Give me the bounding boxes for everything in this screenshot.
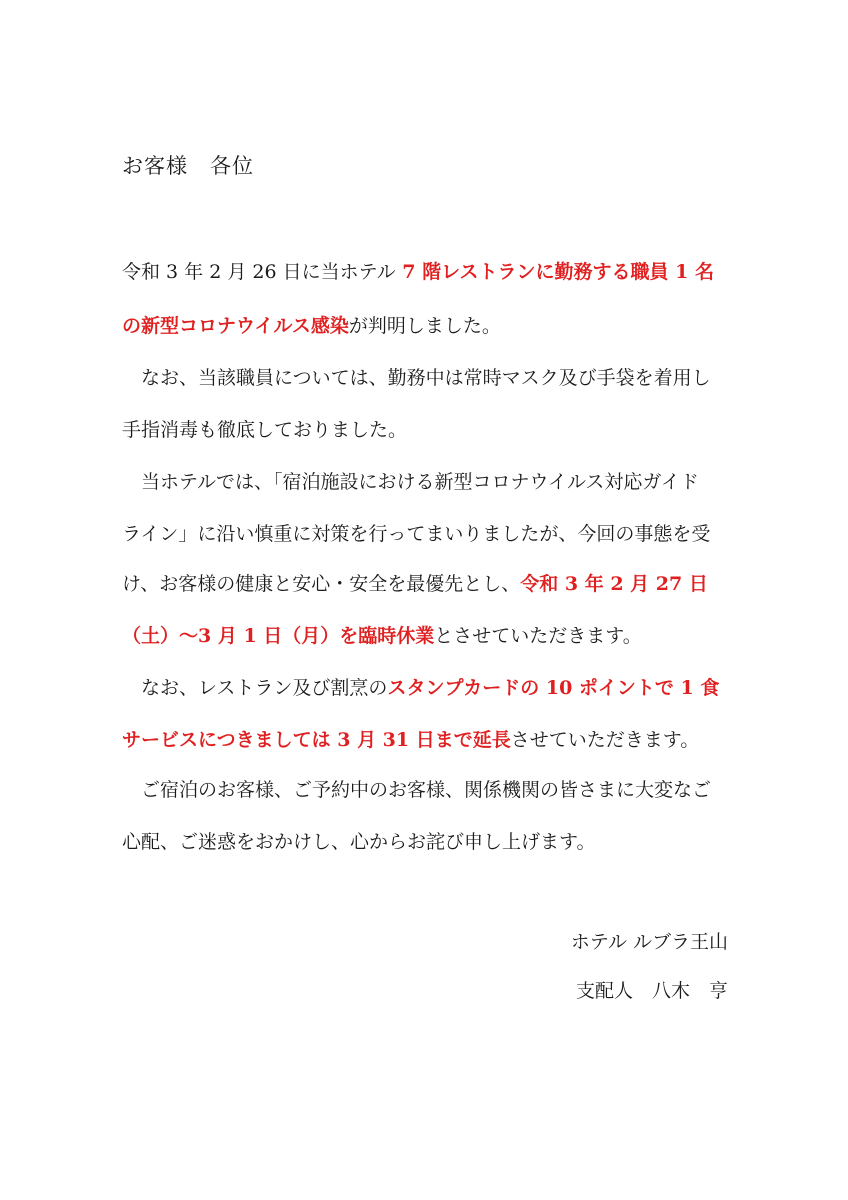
- body-text: 令和 3 年 2 月 26 日に当ホテル: [122, 261, 396, 283]
- body-text: なお、レストラン及び割烹の: [122, 677, 388, 699]
- body-line: [122, 468, 728, 496]
- body-line: [122, 312, 728, 340]
- emphasized-text: の新型コロナウイルス感染: [122, 315, 349, 337]
- body-line: [122, 570, 728, 598]
- body-text: ライン」に沿い慎重に対策を行ってまいりましたが、今回の事態を受: [122, 523, 711, 545]
- body-line: [122, 726, 728, 754]
- body-text: させていただきます。: [510, 729, 700, 751]
- body-text: が判明しました。: [348, 315, 501, 337]
- salutation: お客様 各位: [122, 154, 254, 178]
- emphasized-text: スタンプカードの 10 ポイントで 1 食: [387, 677, 720, 699]
- body-text: 手指消毒も徹底しておりました。: [122, 419, 408, 441]
- body-text: 心配、ご迷惑をおかけし、心からお詫び申し上げます。: [122, 831, 596, 853]
- body-text: 当ホテルでは、「宿泊施設における新型コロナウイルス対応ガイド: [122, 471, 699, 493]
- body-line: [122, 622, 728, 650]
- emphasized-text: 令和 3 年 2 月 27 日: [520, 573, 708, 595]
- signature-manager: 支配人 八木 亨: [575, 980, 728, 1002]
- body-text: なお、当該職員については、勤務中は常時マスク及び手袋を着用し: [122, 367, 711, 389]
- body-text: ご宿泊のお客様、ご予約中のお客様、関係機関の皆さまに大変なご: [122, 779, 712, 801]
- emphasized-text: サービスにつきましては 3 月 31 日まで延長: [122, 729, 511, 751]
- body-line: [122, 828, 728, 856]
- signature-hotel-name: ホテル ルブラ王山: [570, 931, 728, 953]
- body-line: [122, 674, 728, 702]
- body-text: け、お客様の健康と安心・安全を最優先とし、: [122, 573, 521, 595]
- body-line: [122, 520, 728, 548]
- body-line: [122, 364, 728, 392]
- body-text: とさせていただきます。: [434, 625, 642, 647]
- body-line: [122, 416, 728, 444]
- emphasized-text: 7 階レストランに勤務する職員 1 名: [395, 261, 714, 283]
- body-line: [122, 258, 728, 286]
- emphasized-text: （土）～3 月 1 日（月）を臨時休業: [122, 625, 435, 647]
- body-line: [122, 776, 728, 804]
